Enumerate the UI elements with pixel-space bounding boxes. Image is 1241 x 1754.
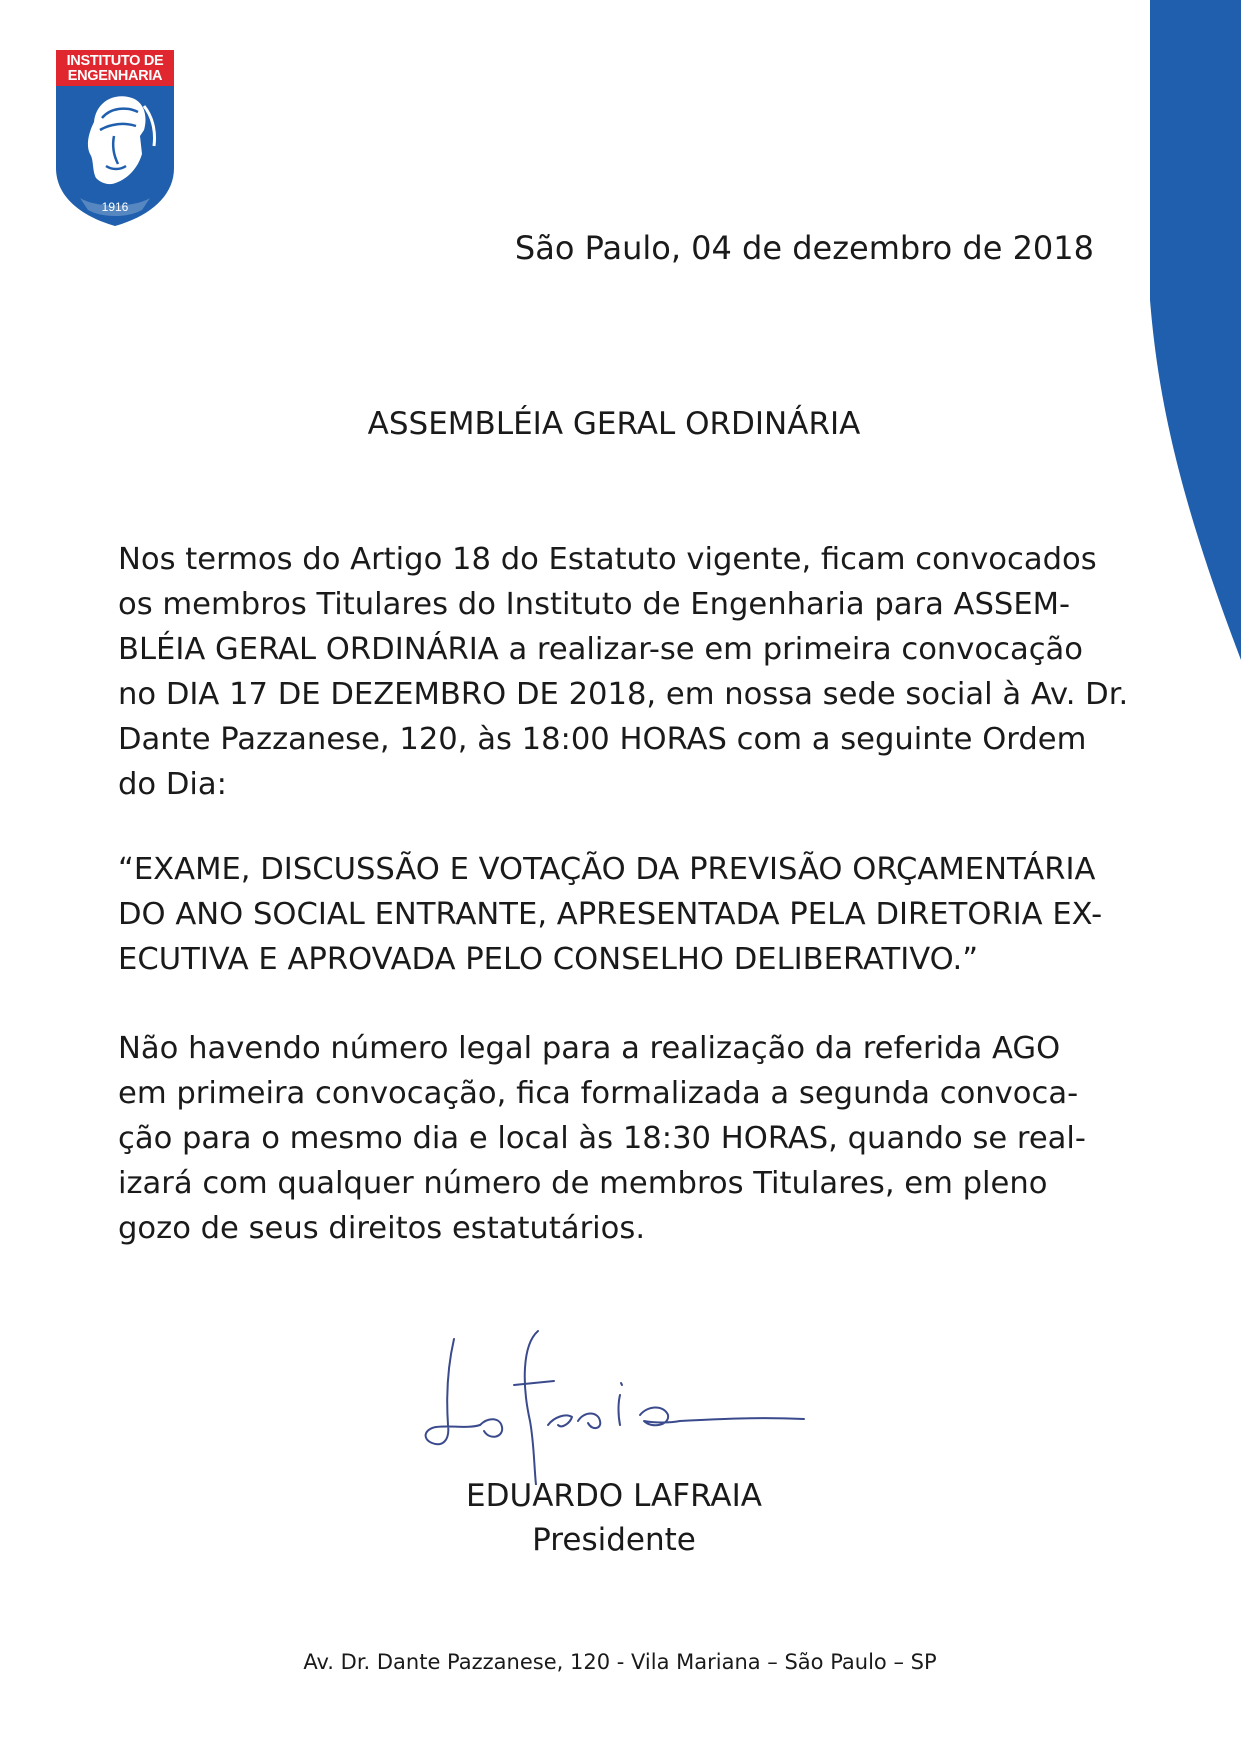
paragraph-line: Nos termos do Artigo 18 do Estatuto vigente, ficam convocados bbox=[118, 542, 1097, 577]
paragraph-line: ção para o mesmo dia e local às 18:30 HORAS, quando se real- bbox=[118, 1121, 1086, 1156]
handwritten-signature bbox=[418, 1325, 810, 1485]
paragraph-line: Não havendo número legal para a realização da referida AGO bbox=[118, 1031, 1061, 1066]
institute-logo bbox=[52, 50, 178, 228]
paragraph-line: do Dia: bbox=[118, 767, 227, 802]
paragraph-line: em primeira convocação, fica formalizada a segunda convoca- bbox=[118, 1076, 1079, 1111]
paragraph-line: Dante Pazzanese, 120, às 18:00 HORAS com a seguinte Ordem bbox=[118, 722, 1087, 757]
signer-block bbox=[118, 1474, 1110, 1562]
paragraph-line: os membros Titulares do Instituto de Engenharia para ASSEM- bbox=[118, 587, 1071, 622]
paragraph-line: “EXAME, DISCUSSÃO E VOTAÇÃO DA PREVISÃO ORÇAMENTÁRIA bbox=[118, 852, 1096, 887]
paragraph-second-call bbox=[118, 1026, 1108, 1251]
signer-role: Presidente bbox=[532, 1522, 696, 1558]
footer-address: Av. Dr. Dante Pazzanese, 120 - Vila Mariana – São Paulo – SP bbox=[303, 1650, 937, 1674]
logo-wordmark-line-2: ENGENHARIA bbox=[67, 68, 163, 84]
document-title: ASSEMBLÉIA GERAL ORDINÁRIA bbox=[367, 406, 861, 442]
paragraph-line: ECUTIVA E APROVADA PELO CONSELHO DELIBERATIVO.” bbox=[118, 942, 979, 977]
paragraph-line: no DIA 17 DE DEZEMBRO DE 2018, em nossa sede social à Av. Dr. bbox=[118, 677, 1129, 712]
blue-side-band bbox=[1150, 0, 1241, 660]
signer-name: EDUARDO LAFRAIA bbox=[466, 1478, 762, 1514]
date-line: São Paulo, 04 de dezembro de 2018 bbox=[514, 229, 1094, 267]
logo-wordmark bbox=[52, 54, 178, 84]
paragraph-convocation bbox=[118, 537, 1129, 807]
paragraph-line: gozo de seus direitos estatutários. bbox=[118, 1211, 646, 1246]
paragraph-agenda bbox=[118, 847, 1108, 982]
paragraph-line: izará com qualquer número de membros Titulares, em pleno bbox=[118, 1166, 1048, 1201]
logo-year: 1916 bbox=[101, 200, 129, 214]
paragraph-line: BLÉIA GERAL ORDINÁRIA a realizar-se em primeira convocação bbox=[118, 632, 1083, 667]
paragraph-line: DO ANO SOCIAL ENTRANTE, APRESENTADA PELA DIRETORIA EX- bbox=[118, 897, 1103, 932]
logo-wordmark-line-1: INSTITUTO DE bbox=[66, 53, 164, 69]
